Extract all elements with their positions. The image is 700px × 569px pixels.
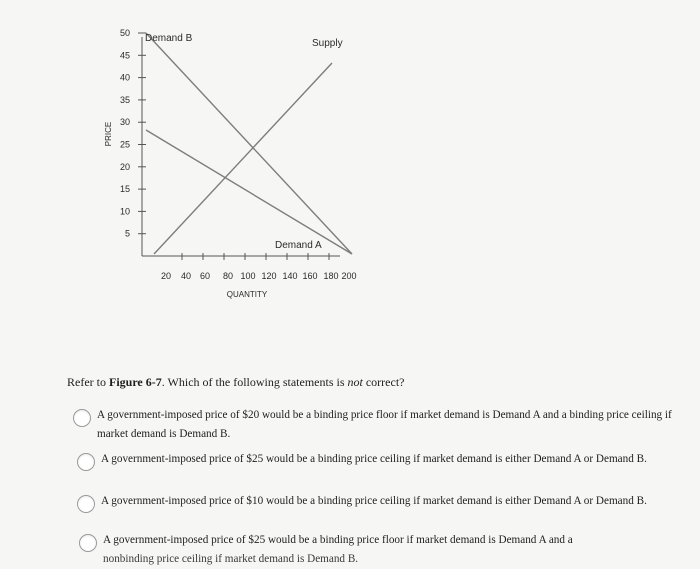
- option-text: [103, 531, 573, 569]
- x-tick-label: 160: [302, 271, 318, 281]
- answer-option-4[interactable]: [79, 534, 639, 569]
- x-axis-title: QUANTITY: [226, 290, 268, 299]
- series-label-demand-b: Demand B: [145, 33, 193, 44]
- question-emphasis: not: [347, 375, 363, 389]
- y-tick-label: 5: [124, 228, 130, 239]
- answer-option-1[interactable]: [73, 409, 673, 444]
- y-axis-title: PRICE: [104, 121, 113, 147]
- x-tick-label: 180: [323, 271, 339, 281]
- x-tick-label: 60: [199, 271, 211, 281]
- option-text-line: nonbinding price ceiling if market demand is Demand B.: [103, 553, 359, 565]
- series-label-supply: Supply: [312, 38, 343, 49]
- series-label-demand-a: Demand A: [275, 240, 322, 251]
- x-tick-label: 100: [240, 271, 256, 281]
- y-tick-label: 15: [119, 184, 130, 195]
- radio-button[interactable]: [79, 534, 97, 552]
- y-tick-label: 50: [119, 28, 130, 38]
- option-text: A government-imposed price of $20 would be a binding price floor if market demand is Demand A and a binding price ceiling if market demand is Demand B.: [97, 409, 672, 440]
- y-tick-label: 30: [119, 117, 130, 128]
- x-tick-label: 80: [222, 271, 234, 281]
- radio-button[interactable]: [77, 453, 95, 471]
- figure-reference: Figure 6-7: [108, 375, 162, 389]
- x-tick-label: 200: [341, 271, 357, 281]
- answer-option-3[interactable]: [77, 495, 657, 513]
- y-tick-label: 25: [119, 139, 130, 150]
- y-tick-label: 40: [119, 72, 130, 83]
- y-tick-label: 20: [119, 161, 130, 172]
- question-text: [67, 375, 405, 390]
- series-line-demand-a: [146, 130, 352, 254]
- series-line-demand-b: [146, 33, 352, 254]
- answer-option-2[interactable]: [77, 453, 657, 471]
- option-text-line: A government-imposed price of $25 would be a binding price floor if market demand is Demand A and a: [103, 534, 573, 546]
- radio-button[interactable]: [73, 409, 91, 427]
- y-tick-label: 35: [119, 94, 130, 105]
- question-suffix: correct?: [362, 375, 405, 389]
- option-text: A government-imposed price of $10 would be a binding price ceiling if market demand is either Demand A or Demand B.: [101, 495, 647, 507]
- x-tick-label: 20: [160, 271, 172, 281]
- x-tick-label: 140: [282, 271, 298, 281]
- y-tick-label: 45: [119, 50, 130, 61]
- y-tick-label: 10: [119, 206, 130, 217]
- axes: [138, 33, 340, 260]
- question-middle: . Which of the following statements is: [161, 375, 348, 389]
- option-text: A government-imposed price of $25 would be a binding price ceiling if market demand is either Demand A or Demand B.: [101, 453, 647, 465]
- question-prefix: Refer to: [67, 375, 109, 389]
- x-tick-label: 120: [261, 271, 277, 281]
- radio-button[interactable]: [77, 495, 95, 513]
- series-lines: [146, 33, 352, 254]
- x-tick-label: 40: [180, 271, 192, 281]
